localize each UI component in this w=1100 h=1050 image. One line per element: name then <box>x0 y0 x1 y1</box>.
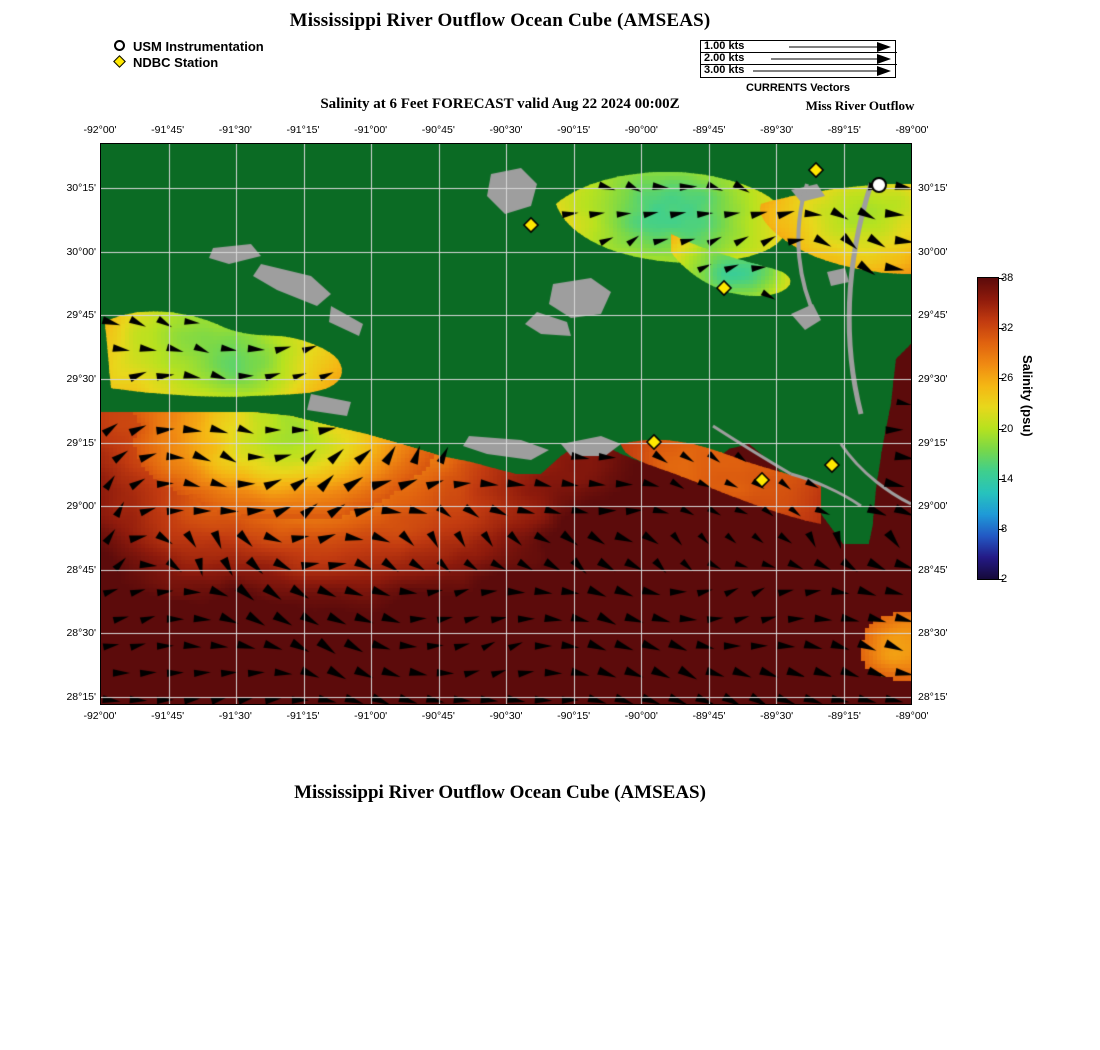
currents-vector-key <box>700 40 896 78</box>
colorbar <box>977 277 999 580</box>
x-axis-tick-label: -91°45' <box>151 710 185 722</box>
colorbar-tick-label: 26 <box>1001 372 1014 385</box>
x-axis-tick-label: -89°15' <box>827 710 861 722</box>
x-axis-tick-label: -91°00' <box>354 710 388 722</box>
colorbar-tick-label: 20 <box>1001 422 1014 435</box>
x-axis-tick-label: -91°30' <box>218 124 252 136</box>
y-axis-tick-label: 28°45' <box>918 563 948 576</box>
x-axis-tick-label: -90°00' <box>624 710 658 722</box>
white-circle-marker-icon <box>112 38 130 54</box>
y-axis-tick-label: 29°45' <box>918 309 948 322</box>
x-axis-tick-label: -89°30' <box>760 710 794 722</box>
colorbar-tick-label: 32 <box>1001 322 1014 335</box>
y-axis-tick-label: 29°30' <box>66 372 96 385</box>
vector-key-caption: CURRENTS Vectors <box>746 82 850 94</box>
y-axis-tick-label: 30°00' <box>66 245 96 258</box>
y-axis-tick-label: 28°45' <box>66 563 96 576</box>
y-axis-tick-label: 30°15' <box>66 182 96 194</box>
vector-key-label: 3.00 kts <box>704 64 745 76</box>
colorbar-tick-label: 8 <box>1001 522 1008 535</box>
y-axis-tick-label: 29°30' <box>918 372 948 385</box>
vector-key-arrows-icon <box>701 41 895 77</box>
map-canvas[interactable] <box>101 144 911 704</box>
y-axis-tick-label: 29°00' <box>918 500 948 513</box>
legend-label-ndbc: NDBC Station <box>133 54 219 70</box>
legend-item-usm <box>112 38 264 54</box>
x-axis-tick-label: -89°15' <box>827 124 861 136</box>
y-axis-tick-label: 28°30' <box>66 627 96 640</box>
colorbar-tick-label: 2 <box>1001 573 1008 585</box>
legend-label-usm: USM Instrumentation <box>133 38 264 54</box>
colorbar-tick-label: 38 <box>1001 272 1014 284</box>
x-axis-tick-label: -91°15' <box>286 124 320 136</box>
salinity-map[interactable] <box>100 143 912 705</box>
x-axis-tick-label: -89°45' <box>692 124 726 136</box>
map-subtitle: Salinity at 6 Feet FORECAST valid Aug 22 2024 00:00Z <box>320 96 680 112</box>
vector-key-label: 2.00 kts <box>704 52 745 64</box>
x-axis-tick-label: -90°15' <box>557 710 591 722</box>
x-axis-tick-label: -89°00' <box>895 124 929 136</box>
x-axis-tick-label: -90°15' <box>557 124 591 136</box>
x-axis-tick-label: -91°30' <box>218 710 252 722</box>
y-axis-tick-label: 29°15' <box>918 436 948 449</box>
y-axis-tick-label: 30°00' <box>918 245 948 258</box>
y-axis-tick-label: 30°15' <box>918 182 948 194</box>
page-title-bottom: Mississippi River Outflow Ocean Cube (AMSEAS) <box>294 782 706 803</box>
x-axis-tick-label: -92°00' <box>83 710 117 722</box>
y-axis-tick-label: 28°15' <box>918 691 948 703</box>
x-axis-tick-label: -91°00' <box>354 124 388 136</box>
legend-item-ndbc <box>112 54 218 70</box>
x-axis-tick-label: -90°45' <box>421 710 455 722</box>
colorbar-title: Salinity (psu) <box>1020 355 1035 437</box>
colorbar-gradient <box>978 278 998 579</box>
x-axis-tick-label: -90°30' <box>489 124 523 136</box>
outflow-label: Miss River Outflow <box>805 98 915 113</box>
colorbar-tick-label: 14 <box>1001 472 1014 485</box>
y-axis-tick-label: 28°30' <box>918 627 948 640</box>
y-axis-tick-label: 29°15' <box>66 436 96 449</box>
x-axis-tick-label: -90°45' <box>421 124 455 136</box>
x-axis-tick-label: -91°15' <box>286 710 320 722</box>
y-axis-tick-label: 28°15' <box>66 691 96 703</box>
vector-key-label: 1.00 kts <box>704 40 745 52</box>
x-axis-tick-label: -92°00' <box>83 124 117 136</box>
x-axis-tick-label: -90°00' <box>624 124 658 136</box>
x-axis-tick-label: -89°30' <box>760 124 794 136</box>
x-axis-tick-label: -91°45' <box>151 124 185 136</box>
y-axis-tick-label: 29°00' <box>66 500 96 513</box>
x-axis-tick-label: -90°30' <box>489 710 523 722</box>
x-axis-tick-label: -89°45' <box>692 710 726 722</box>
x-axis-tick-label: -89°00' <box>895 710 929 722</box>
yellow-diamond-marker-icon <box>112 54 130 70</box>
page-title: Mississippi River Outflow Ocean Cube (AMSEAS) <box>289 10 711 31</box>
y-axis-tick-label: 29°45' <box>66 309 96 322</box>
